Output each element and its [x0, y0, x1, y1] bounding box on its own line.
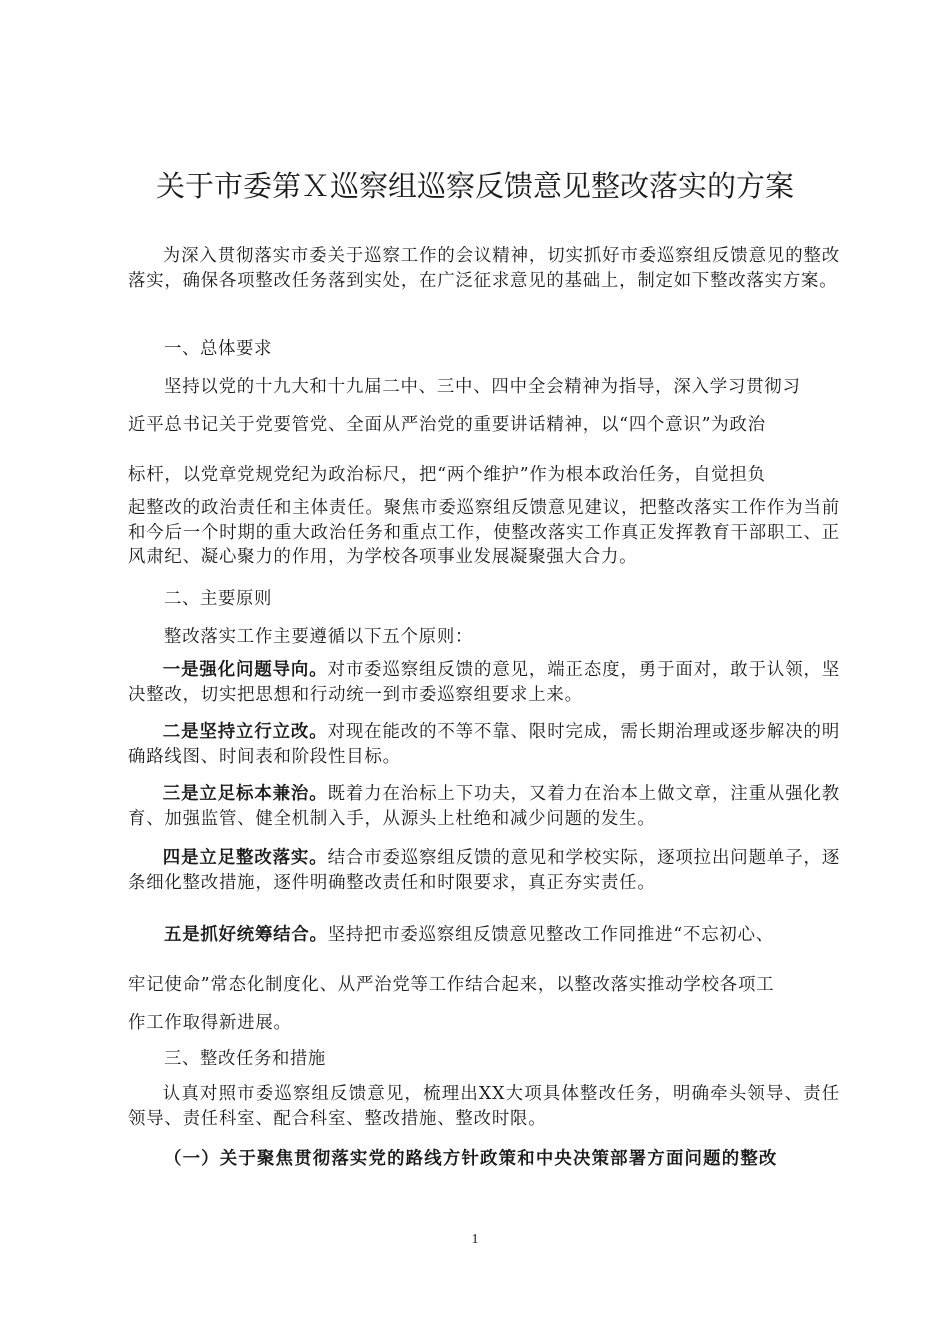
principle-paragraph — [128, 658, 840, 707]
principle-lead: 五是抓好统筹结合。 — [164, 925, 328, 945]
section-heading-general-requirements: 一、总体要求 — [164, 339, 272, 359]
section1-paragraph: 起整改的政治责任和主体责任。聚焦市委巡察组反馈意见建议，把整改落实工作作为当前和今后一个时期的重大政治任务和重点工作，使整改落实工作真正发挥教育干部职工、正风肃纪、凝心聚力的作用，为学校各项事业发展凝聚强大合力。 — [128, 498, 840, 567]
subsection-heading: （一）关于聚焦贯彻落实党的路线方针政策和中央决策部署方面问题的整改 — [164, 1149, 778, 1169]
principle-line: 牢记使命”常态化制度化、从严治党等工作结合起来，以整改落实推动学校各项工 — [128, 975, 775, 995]
principle-lead: 一是强化问题导向。 — [162, 660, 328, 680]
section2-intro: 整改落实工作主要遵循以下五个原则： — [164, 627, 474, 647]
principle-text: 既着力在治标上下功夫，又着力在治本上做文章，注重从强化教育、加强监管、健全机制入手，从源头上杜绝和减少问题的发生。 — [128, 784, 841, 829]
section-heading-main-principles: 二、主要原则 — [164, 589, 272, 609]
principle-lead: 二是坚持立行立改。 — [162, 722, 328, 742]
principle-lead: 四是立足整改落实。 — [162, 848, 328, 868]
intro-paragraph: 为深入贯彻落实市委关于巡察工作的会议精神，切实抓好市委巡察组反馈意见的整改落实，确保各项整改任务落到实处，在广泛征求意见的基础上，制定如下整改落实方案。 — [128, 246, 840, 291]
principle-lead: 三是立足标本兼治。 — [162, 784, 328, 804]
section1-line: 坚持以党的十九大和十九届二中、三中、四中全会精神为指导，深入学习贯彻习 — [164, 377, 801, 397]
principle-text: 坚持把市委巡察组反馈意见整改工作同推进“不忘初心、 — [327, 925, 774, 945]
section1-line: 标杆，以党章党规党纪为政治标尺，把“两个维护”作为根本政治任务，自觉担负 — [128, 465, 766, 485]
page-number: 1 — [471, 1232, 479, 1247]
document-title: 关于市委第Ｘ巡察组巡察反馈意见整改落实的方案 — [155, 169, 794, 203]
principle-paragraph — [128, 846, 840, 895]
section-heading-tasks-measures: 三、整改任务和措施 — [164, 1049, 326, 1069]
principle-line: 作工作取得新进展。 — [128, 1013, 292, 1033]
section3-intro: 认真对照市委巡察组反馈意见，梳理出XX大项具体整改任务，明确牵头领导、责任领导、责任科室、配合科室、整改措施、整改时限。 — [128, 1084, 840, 1129]
principle-paragraph — [164, 920, 840, 945]
principle-text: 结合市委巡察组反馈的意见和学校实际，逐项拉出问题单子，逐条细化整改措施，逐件明确整改责任和时限要求，真正夯实责任。 — [128, 848, 841, 893]
principle-text: 对市委巡察组反馈的意见，端正态度，勇于面对，敢于认领，坚决整改，切实把思想和行动统一到市委巡察组要求上来。 — [128, 660, 841, 705]
section1-line: 近平总书记关于党要管党、全面从严治党的重要讲话精神，以“四个意识”为政治 — [128, 415, 766, 435]
principle-paragraph — [128, 782, 840, 831]
principle-text: 对现在能改的不等不靠、限时完成，需长期治理或逐步解决的明确路线图、时间表和阶段性目标。 — [128, 722, 841, 767]
principle-paragraph — [128, 720, 840, 769]
